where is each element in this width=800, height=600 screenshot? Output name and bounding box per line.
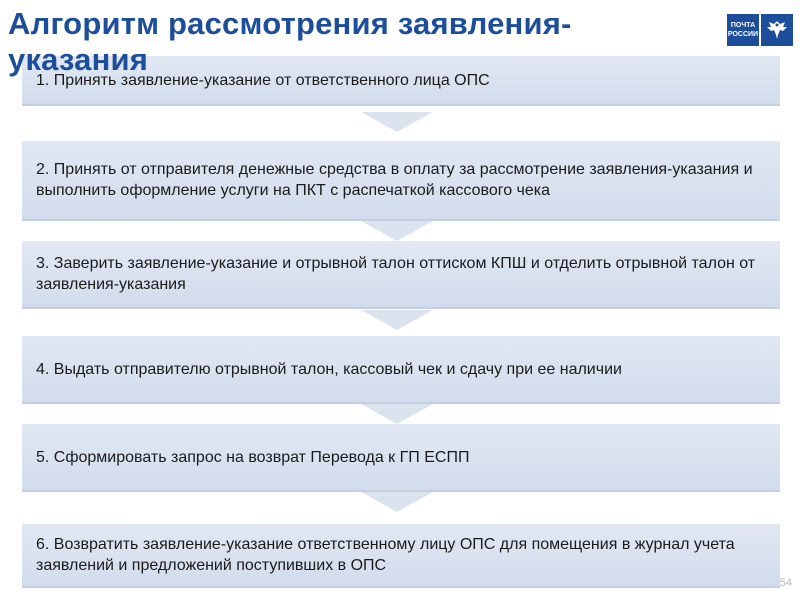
step-4: [22, 336, 780, 404]
step-3: [22, 241, 780, 309]
down-arrow-icon: [361, 492, 433, 512]
down-arrow-icon: [361, 112, 433, 132]
step-1-text: 1. Принять заявление-указание от ответственного лица ОПС: [36, 71, 490, 89]
step-6: [22, 524, 780, 588]
logo-line-1: ПОЧТА: [730, 22, 756, 29]
down-arrow-icon: [361, 221, 433, 241]
step-5-text: 5. Сформировать запрос на возврат Перевода к ГП ЕСПП: [36, 448, 470, 466]
logo: [727, 13, 793, 47]
logo-wordmark: [727, 14, 759, 46]
post-eagle-icon: [761, 14, 793, 46]
down-arrow-icon: [361, 310, 433, 330]
step-3-text: 3. Заверить заявление-указание и отрывной талон оттиском КПШ и отделить отрывной талон от заявления-указания: [36, 255, 756, 293]
step-6-text: 6. Возвратить заявление-указание ответственному лицу ОПС для помещения в журнал учета заявлений и предложений поступивших в ОПС: [36, 536, 735, 574]
logo-line-2: РОССИИ: [727, 31, 759, 38]
slide-title: Алгоритм рассмотрения заявления-указания: [8, 6, 572, 77]
step-2-text: 2. Принять от отправителя денежные средства в оплату за рассмотрение заявления-указания и выполнить оформление услуги на ПКТ с распечаткой кассового чека: [36, 161, 753, 199]
down-arrow-icon: [361, 404, 433, 424]
page-number: 54: [779, 577, 792, 589]
step-5: [22, 424, 780, 492]
step-2: [22, 141, 780, 221]
step-4-text: 4. Выдать отправителю отрывной талон, кассовый чек и сдачу при ее наличии: [36, 360, 622, 378]
